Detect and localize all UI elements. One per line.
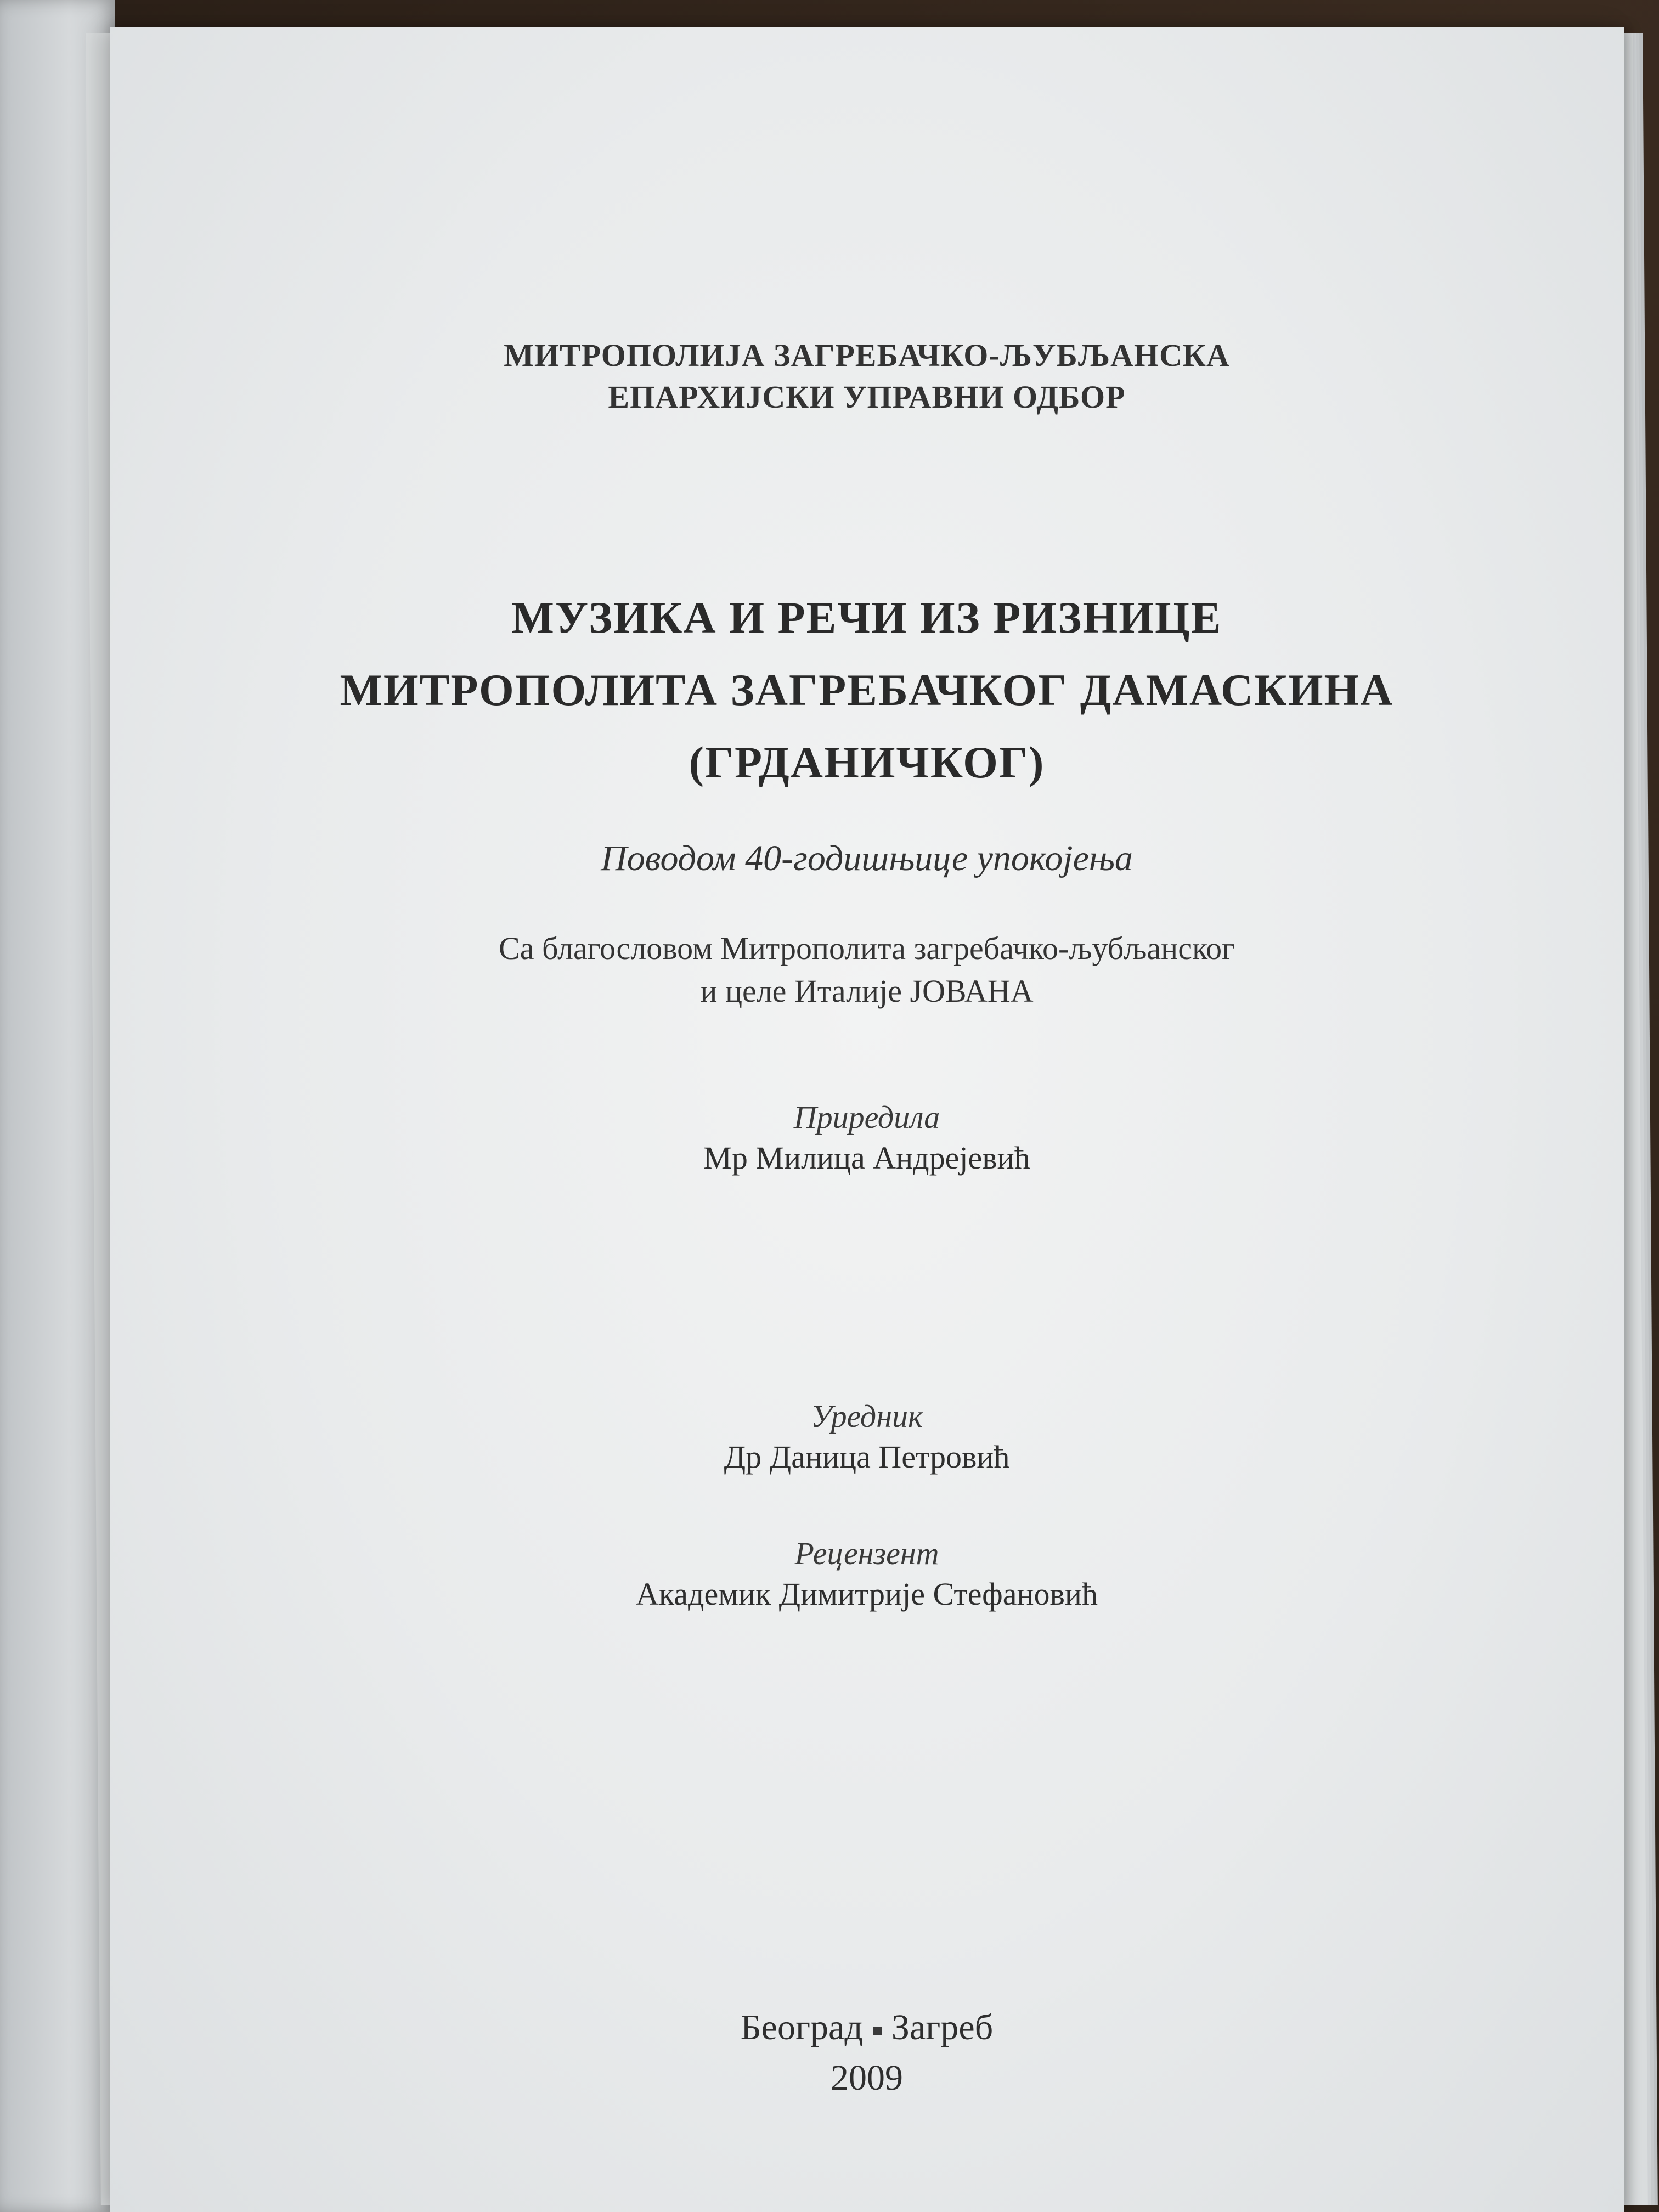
occasion-subtitle: Поводом 40-годишњице упокојења bbox=[601, 838, 1133, 878]
imprint-block bbox=[110, 2002, 1624, 2103]
blessing-block bbox=[110, 927, 1624, 1013]
blessing-line-2: и целе Италије ЈОВАНА bbox=[700, 973, 1034, 1009]
reviewer-name: Академик Димитрије Стефановић bbox=[636, 1576, 1098, 1612]
editor-name: Др Даница Петровић bbox=[724, 1439, 1010, 1475]
publisher-line-1: МИТРОПОЛИЈА ЗАГРЕБАЧКО-ЉУБЉАНСКА bbox=[504, 337, 1230, 373]
book-title bbox=[110, 582, 1624, 799]
prepared-by-role: Приредила bbox=[793, 1099, 940, 1135]
title-line-1: МУЗИКА И РЕЧИ ИЗ РИЗНИЦЕ bbox=[511, 592, 1222, 642]
reviewer-role: Рецензент bbox=[794, 1536, 939, 1571]
reviewer-block bbox=[110, 1533, 1624, 1615]
place-city-2: Загреб bbox=[891, 2007, 994, 2047]
editor-role: Уредник bbox=[810, 1398, 923, 1434]
blessing-line-1: Са благословом Митрополита загребачко-љубљанског bbox=[499, 930, 1235, 966]
editor-block bbox=[110, 1396, 1624, 1477]
publication-year: 2009 bbox=[831, 2058, 903, 2098]
place-line bbox=[110, 2002, 1624, 2053]
square-bullet-icon bbox=[873, 2027, 882, 2035]
title-line-3: (ГРДАНИЧКОГ) bbox=[689, 737, 1045, 787]
title-line-2: МИТРОПОЛИТА ЗАГРЕБАЧКОГ ДАМАСКИНА bbox=[340, 665, 1394, 715]
title-page bbox=[110, 27, 1624, 2212]
place-city-1: Београд bbox=[740, 2007, 863, 2047]
publisher-block bbox=[110, 335, 1624, 418]
publisher-line-2: ЕПАРХИЈСКИ УПРАВНИ ОДБОР bbox=[608, 379, 1126, 415]
prepared-by-name: Мр Милица Андрејевић bbox=[703, 1140, 1030, 1176]
prepared-by-block bbox=[110, 1097, 1624, 1178]
